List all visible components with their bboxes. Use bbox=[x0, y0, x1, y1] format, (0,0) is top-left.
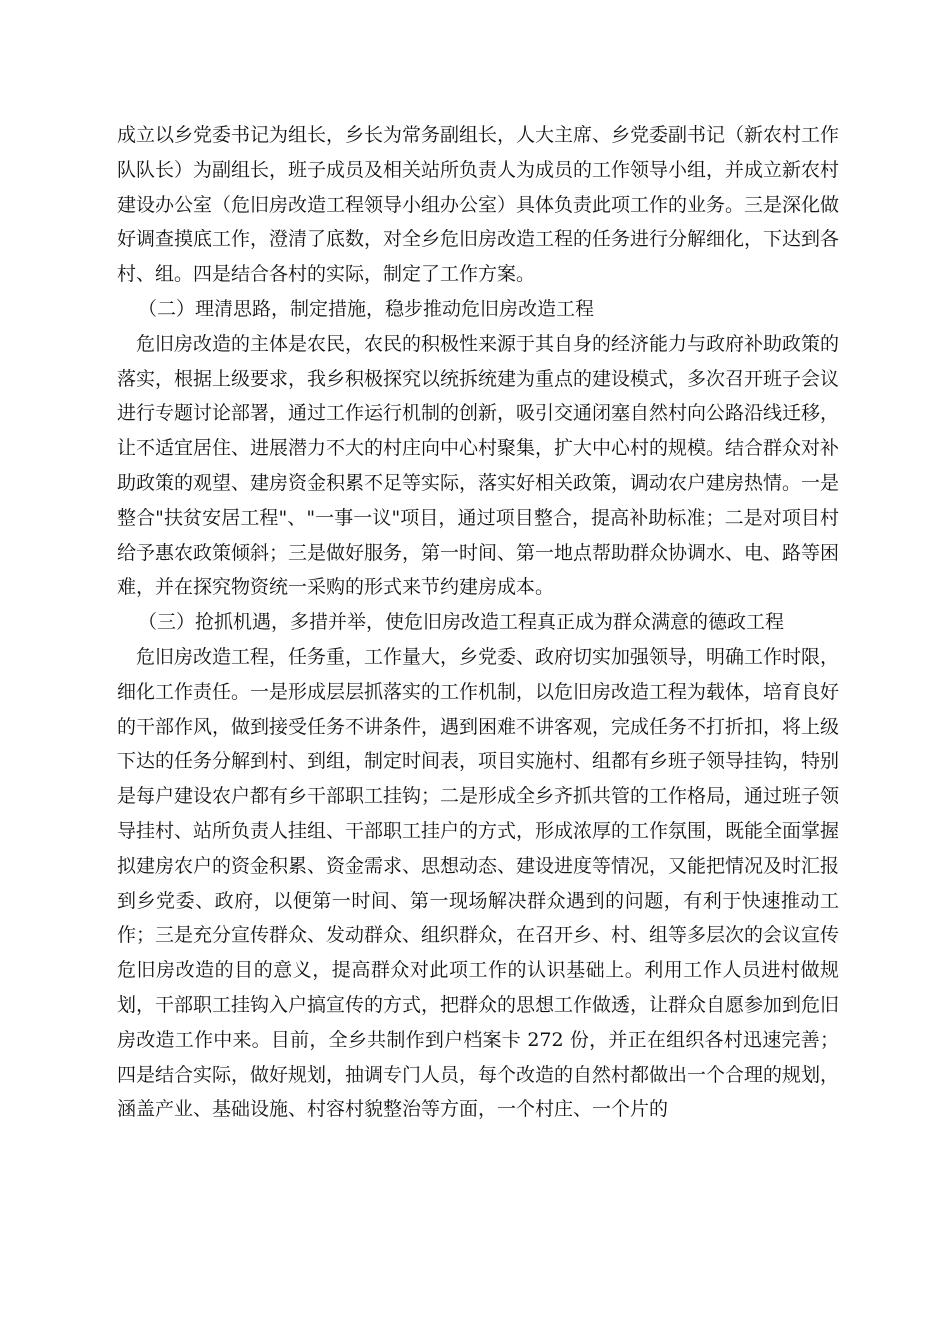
document-body bbox=[117, 118, 839, 1127]
paragraph-leadership-group: 成立以乡党委书记为组长，乡长为常务副组长，人大主席、乡党委副书记（新农村工作队队长）为副组长，班子成员及相关站所负责人为成员的工作领导小组，并成立新农村建设办公室（危旧房改造工程领导小组办公室）具体负责此项工作的业务。三是深化做好调查摸底工作，澄清了底数，对全乡危旧房改造工程的任务进行分解细化，下达到各村、组。四是结合各村的实际，制定了工作方案。 bbox=[117, 124, 840, 286]
paragraph-measures: 危旧房改造工程，任务重，工作量大，乡党委、政府切实加强领导，明确工作时限，细化工作责任。一是形成层层抓落实的工作机制，以危旧房改造工程为载体，培育良好的干部作风，做到接受任务不讲条件，遇到困难不讲客观，完成任务不打折扣，将上级下达的任务分解到村、到组，制定时间表，项目实施村、组都有乡班子领导挂钩，特别是每户建设农户都有乡干部职工挂钩；二是形成全乡齐抓共管的工作格局，通过班子领导挂村、站所负责人挂组、干部职工挂户的方式，形成浓厚的工作氛围，既能全面掌握拟建房农户的资金积累、资金需求、思想动态、建设进度等情况，又能把情况及时汇报到乡党委、政府，以便第一时间、第一现场解决群众遇到的问题，有利于快速推动工作；三是充分宣传群众、发动群众、组织群众，在召开乡、村、组等多层次的会议宣传危旧房改造的目的意义，提高群众对此项工作的认识基础上。利用工作人员进村做规划，干部职工挂钩入户搞宣传的方式，把群众的思想工作做透，让群众自愿参加到危旧房改造工作中来。目前，全乡共制作到户档案卡 272 份，并正在组织各村迅速完善；四是结合实际，做好规划，抽调专门人员，每个改造的自然村都做出一个合理的规划，涵盖产业、基础设施、村容村貌整治等方面，一个村庄、一个片的 bbox=[117, 645, 840, 1121]
section-heading-3: （三）抢抓机遇，多措并举，使危旧房改造工程真正成为群众满意的德政工程 bbox=[138, 611, 785, 634]
section-heading-2: （二）理清思路，制定措施，稳步推动危旧房改造工程 bbox=[138, 297, 595, 320]
paragraph-approach: 危旧房改造的主体是农民，农民的积极性来源于其自身的经济能力与政府补助政策的落实，根据上级要求，我乡积极探究以统拆统建为重点的建设模式，多次召开班子会议进行专题讨论部署，通过工作运行机制的创新，吸引交通闭塞自然村向公路沿线迁移，让不适宜居住、进展潜力不大的村庄向中心村聚集，扩大中心村的规模。结合群众对补助政策的观望、建房资金积累不足等实际，落实好相关政策，调动农户建房热情。一是整合"扶贫安居工程"、"一事一议"项目，通过项目整合，提高补助标准；二是对项目村给予惠农政策倾斜；三是做好服务，第一时间、第一地点帮助群众协调水、电、路等困难，并在探究物资统一采购的形式来节约建房成本。 bbox=[117, 332, 840, 599]
